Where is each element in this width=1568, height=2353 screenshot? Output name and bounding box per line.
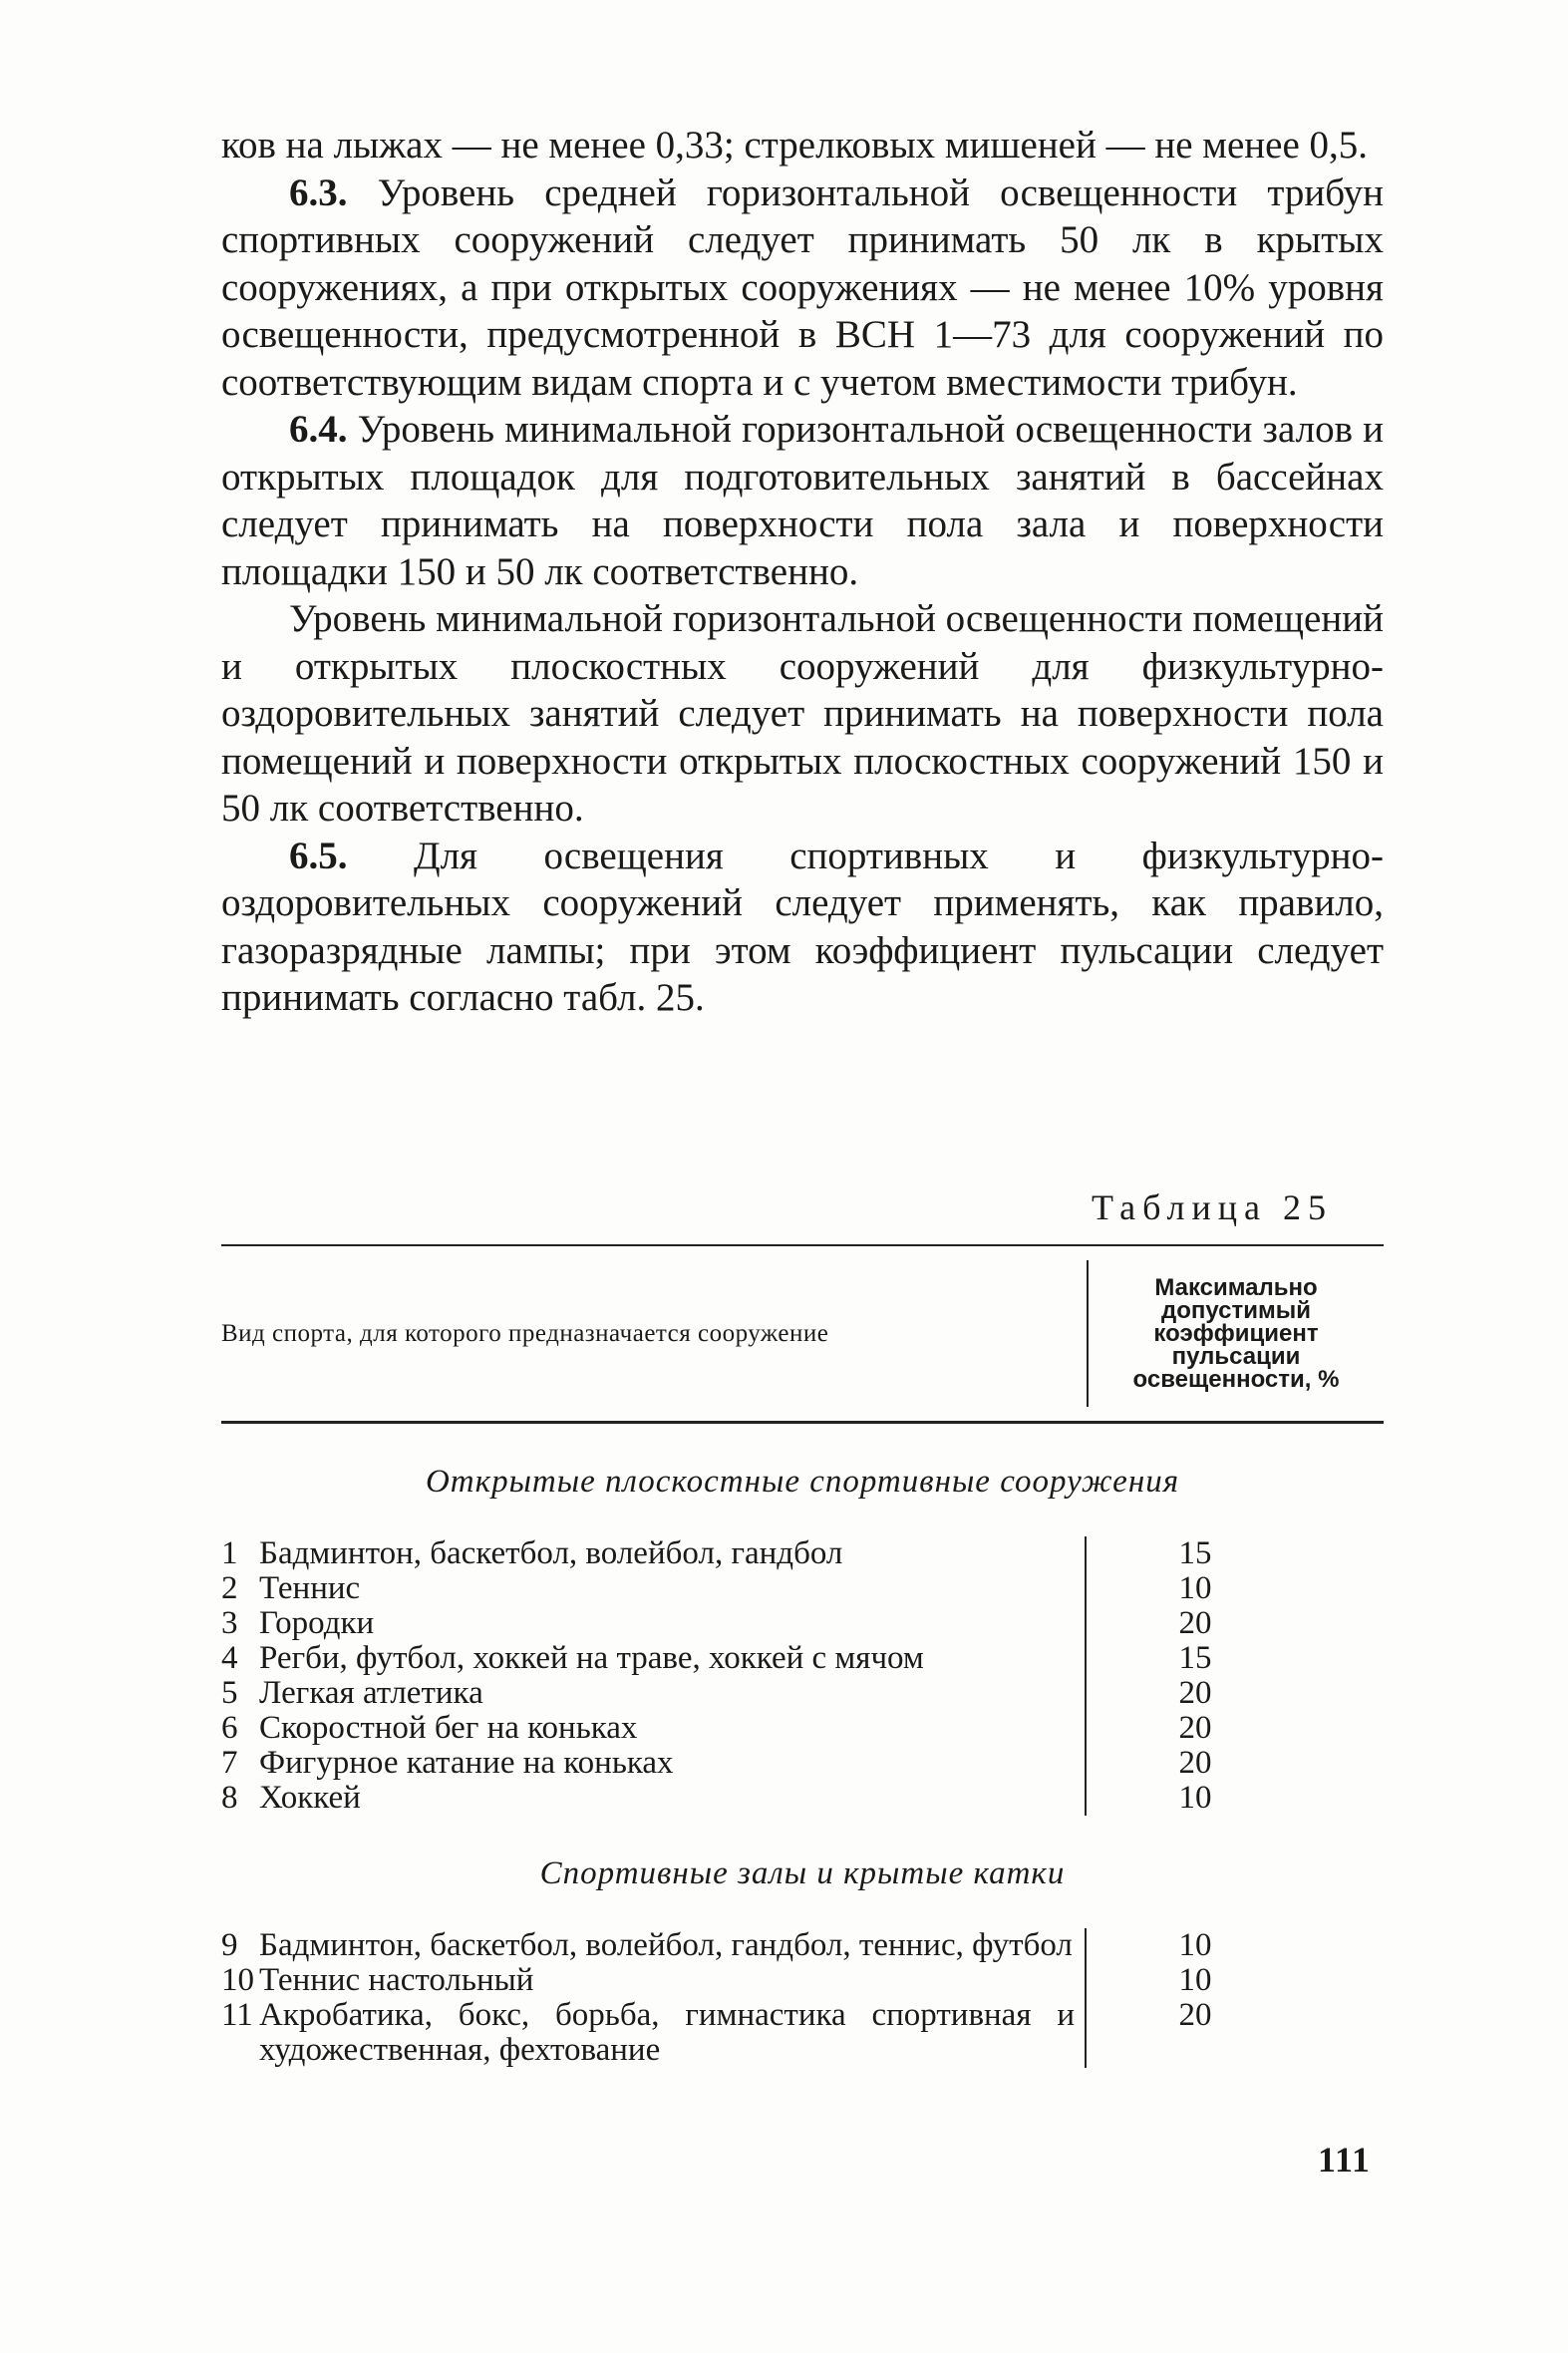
table-row [221,1781,1075,1816]
row-number: 3 [221,1605,238,1641]
paragraph-6-4-cont: Уровень минимальной горизонтальной освещенности помещений и открытых плоскостных сооружений для физкультурно-оздоровительных занятий следует принимать на поверхности пола помещений и поверхности открытых плоскостных сооружений 150 и 50 лк соответственно. [221,597,1384,830]
section-indoor-rows [221,1928,1384,2068]
row-sport-name: Теннис [259,1570,361,1606]
row-sport-name: Акробатика, бокс, борьба, гимнастика спортивная и художественная, фехтование [259,1997,1075,2068]
row-number: 2 [221,1570,238,1606]
row-number: 8 [221,1780,238,1816]
row-value: 10 [1178,1962,1212,1998]
row-value: 20 [1178,1710,1212,1746]
table-row [221,1606,1075,1641]
section-outdoor-values [1087,1536,1384,1816]
table-25 [221,1236,1384,2068]
table-caption: Таблица 25 [1092,1187,1333,1227]
row-sport-name: Легкая атлетика [259,1675,483,1711]
section-outdoor-names [221,1536,1087,1816]
row-number: 5 [221,1675,238,1711]
row-value: 20 [1178,1605,1212,1641]
row-sport-name: Регби, футбол, хоккей на траве, хоккей с мячом [259,1640,924,1676]
col-header-pulsation: Максимально допустимый коэффициент пульсации освещенности, % [1087,1260,1384,1407]
section-title-indoor: Спортивные залы и крытые катки [539,1855,1066,1891]
table-header [221,1244,1384,1424]
section-outdoor-rows [221,1536,1384,1816]
row-sport-name: Хоккей [259,1780,361,1816]
section-indoor-names [221,1928,1087,2068]
row-number: 10 [221,1962,254,1998]
paragraph-6-3: 6.3. Уровень средней горизонтальной освещенности трибун спортивных сооружений следует принимать 50 лк в крытых сооружениях, а при открытых сооружениях — не менее 10% уровня освещенности, предусмотренной в ВСН 1—73 для сооружений по соответствующим видам спорта и с учетом вместимости трибун. [221,170,1384,404]
table-row [221,1536,1075,1571]
paragraph-continued: ков на лыжах — не менее 0,33; стрелковых мишеней — не менее 0,5. [221,124,1369,167]
row-sport-name: Городки [259,1605,375,1641]
table-row [221,1928,1075,1963]
col-header-sport: Вид спорта, для которого предназначается сооружение [221,1319,829,1347]
row-value: 20 [1178,1675,1212,1711]
section-indoor-values [1087,1928,1384,2068]
clause-number: 6.4. [289,408,348,451]
row-value: 20 [1178,1997,1212,2033]
row-number: 7 [221,1745,238,1781]
row-sport-name: Теннис настольный [259,1962,534,1998]
row-number: 9 [221,1927,238,1963]
row-sport-name: Фигурное катание на коньках [259,1745,674,1781]
row-value: 10 [1178,1570,1212,1606]
table-row [221,1571,1075,1606]
clause-number: 6.3. [289,170,348,214]
row-number: 11 [221,1997,253,2033]
row-sport-name: Скоростной бег на коньках [259,1710,638,1746]
row-value: 20 [1178,1745,1212,1781]
table-row [221,1641,1075,1676]
paragraph-6-4: 6.4. Уровень минимальной горизонтальной освещенности залов и открытых площадок для подготовительных занятий в бассейнах следует принимать на поверхности пола зала и поверхности площадки 150 и 50 лк соответственно. [221,408,1384,593]
table-row [221,1746,1075,1781]
row-value: 15 [1178,1535,1212,1571]
table-row [221,1711,1075,1746]
section-title-outdoor: Открытые плоскостные спортивные сооружения [425,1464,1180,1500]
row-sport-name: Бадминтон, баскетбол, волейбол, гандбол [259,1535,843,1571]
row-value: 15 [1178,1640,1212,1676]
row-number: 1 [221,1535,238,1571]
page-number: 111 [1318,2140,1372,2180]
row-sport-name: Бадминтон, баскетбол, волейбол, гандбол, теннис, футбол [259,1927,1073,1963]
row-number: 6 [221,1710,238,1746]
row-number: 4 [221,1640,238,1676]
row-value: 10 [1178,1927,1212,1963]
row-value: 10 [1178,1780,1212,1816]
body-text [221,122,1384,1022]
clause-number: 6.5. [289,834,348,877]
paragraph-6-5: 6.5. Для освещения спортивных и физкультурно-оздоровительных сооружений следует применять, как правило, газоразрядные лампы; при этом коэффициент пульсации следует принимать согласно табл. 25. [221,834,1384,1019]
table-row [221,1676,1075,1711]
table-row [221,1998,1075,2068]
table-row [221,1963,1075,1998]
